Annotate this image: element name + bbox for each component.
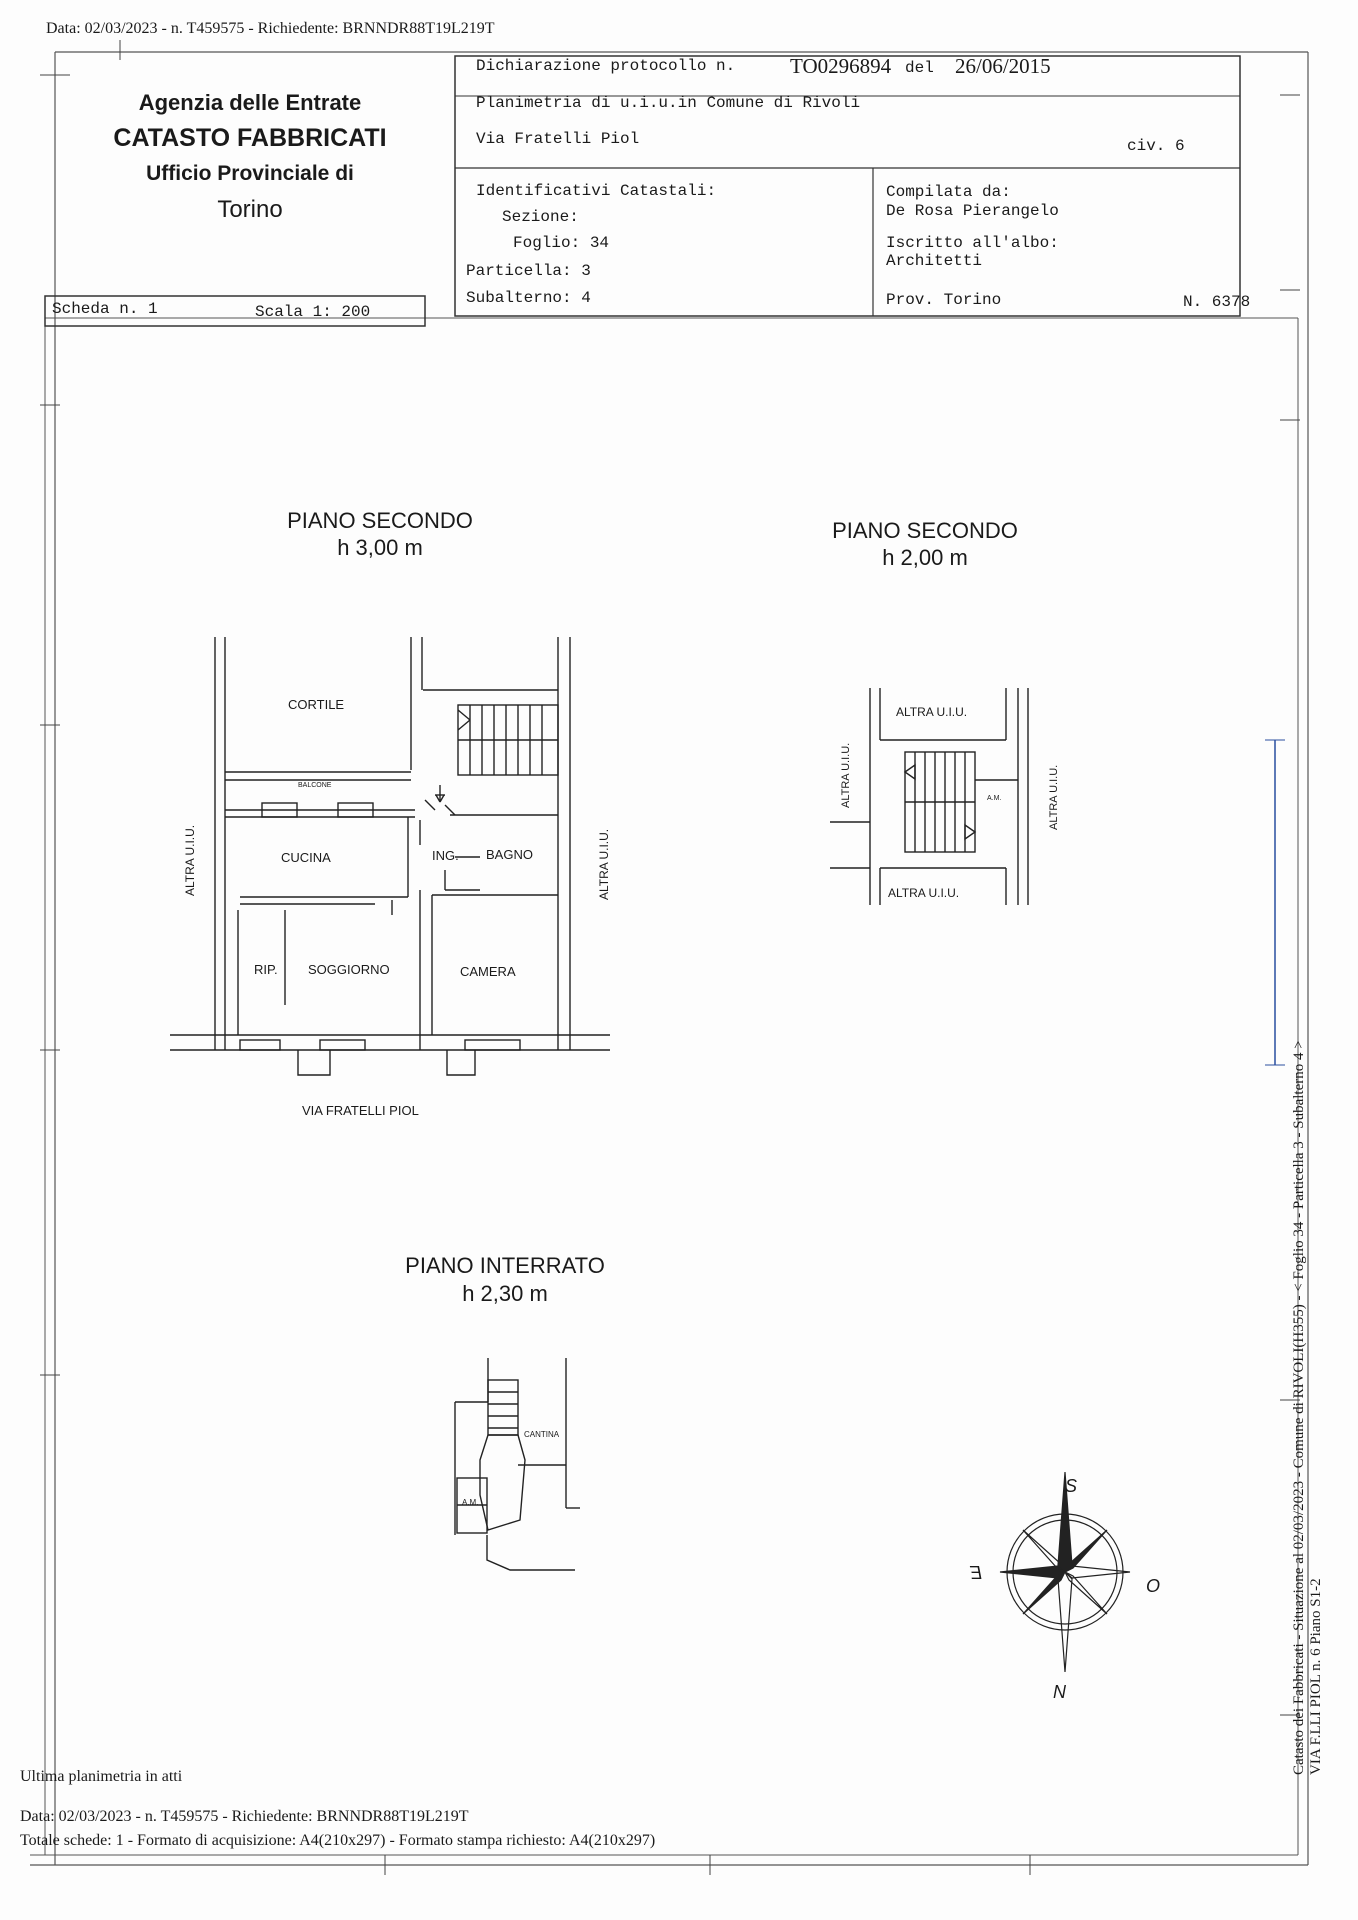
albo-number: N. 6378: [1183, 293, 1251, 311]
compass-n-label: N: [1053, 1682, 1066, 1702]
ufficio-label: Ufficio Provinciale di: [146, 162, 354, 185]
compass-s-label: S: [1065, 1476, 1078, 1496]
room-soggiorno: SOGGIORNO: [308, 962, 390, 977]
top-request-line: Data: 02/03/2023 - n. T459575 - Richiedente: BRNNDR88T19L219T: [46, 20, 495, 37]
room-altra-top: ALTRA U.I.U.: [896, 705, 968, 719]
footer-data-line: Data: 02/03/2023 - n. T459575 - Richiedente: BRNNDR88T19L219T: [20, 1808, 469, 1825]
compass-o-label: O: [1146, 1576, 1161, 1596]
room-altra-right: ALTRA U.I.U.: [597, 828, 611, 900]
room-camera: CAMERA: [460, 964, 516, 979]
del-label: del: [905, 59, 934, 77]
albo-value: Architetti: [886, 252, 983, 270]
identificativi-label: Identificativi Catastali:: [476, 182, 717, 200]
iscritto-label: Iscritto all'albo:: [886, 234, 1059, 252]
scheda-number: Scheda n. 1: [52, 300, 158, 318]
room-ing: ING.: [432, 848, 459, 863]
compass-e-label: E: [970, 1563, 983, 1583]
room-balcone: BALCONE: [298, 782, 332, 789]
plan2-height: h 2,00 m: [882, 545, 968, 570]
plan3-title: PIANO INTERRATO: [405, 1253, 605, 1278]
side-address-text: VIA F.LLI PIOL n. 6 Piano S1-2: [1308, 1578, 1324, 1775]
compilatore-name: De Rosa Pierangelo: [886, 202, 1059, 220]
plan2-title: PIANO SECONDO: [832, 518, 1018, 543]
plan1-title: PIANO SECONDO: [287, 508, 473, 533]
protocollo-date: 26/06/2015: [955, 54, 1051, 78]
ufficio-city: Torino: [217, 196, 283, 223]
room-cucina: CUCINA: [281, 850, 331, 865]
room-rip: RIP.: [254, 962, 278, 977]
sezione-field: Sezione:: [502, 208, 579, 226]
agency-name: Agenzia delle Entrate: [138, 90, 362, 115]
plan3-height: h 2,30 m: [462, 1281, 548, 1306]
planimetria-line: Planimetria di u.i.u.in Comune di Rivoli: [476, 94, 861, 112]
street-label: VIA FRATELLI PIOL: [302, 1103, 419, 1118]
compilata-label: Compilata da:: [886, 183, 1011, 201]
room-altra-p2-right: ALTRA U.I.U.: [1048, 764, 1060, 830]
particella-field: Particella: 3: [466, 262, 591, 280]
room-am-p3: A.M.: [462, 1498, 479, 1507]
footer-ultima: Ultima planimetria in atti: [20, 1768, 183, 1785]
room-am-p2: A.M.: [987, 795, 1002, 802]
provincia: Prov. Torino: [886, 291, 1002, 309]
room-altra-bottom: ALTRA U.I.U.: [888, 886, 960, 900]
footer-totale: Totale schede: 1 - Formato di acquisizione: A4(210x297) - Formato stampa richiesto: A4(210x297): [20, 1832, 656, 1849]
via-line: Via Fratelli Piol: [476, 130, 640, 148]
room-bagno: BAGNO: [486, 847, 533, 862]
room-cantina: CANTINA: [524, 1430, 560, 1439]
protocollo-number: TO0296894: [790, 54, 892, 78]
catasto-title: CATASTO FABBRICATI: [113, 124, 387, 152]
room-altra-left: ALTRA U.I.U.: [183, 824, 197, 896]
foglio-field: Foglio: 34: [513, 234, 610, 252]
plan1-height: h 3,00 m: [337, 535, 423, 560]
dichiarazione-label: Dichiarazione protocollo n.: [476, 57, 736, 75]
subalterno-field: Subalterno: 4: [466, 289, 591, 307]
room-cortile: CORTILE: [288, 697, 345, 712]
civico: civ. 6: [1127, 137, 1185, 155]
scala: Scala 1: 200: [255, 303, 371, 321]
room-altra-p2-left: ALTRA U.I.U.: [840, 742, 852, 808]
side-catasto-text: Catasto dei Fabbricati - Situazione al 02/03/2023 - Comune di RIVOLI(H355) - < Foglio 34 - Particella 3 - Subalterno 4 >: [1291, 1040, 1307, 1775]
